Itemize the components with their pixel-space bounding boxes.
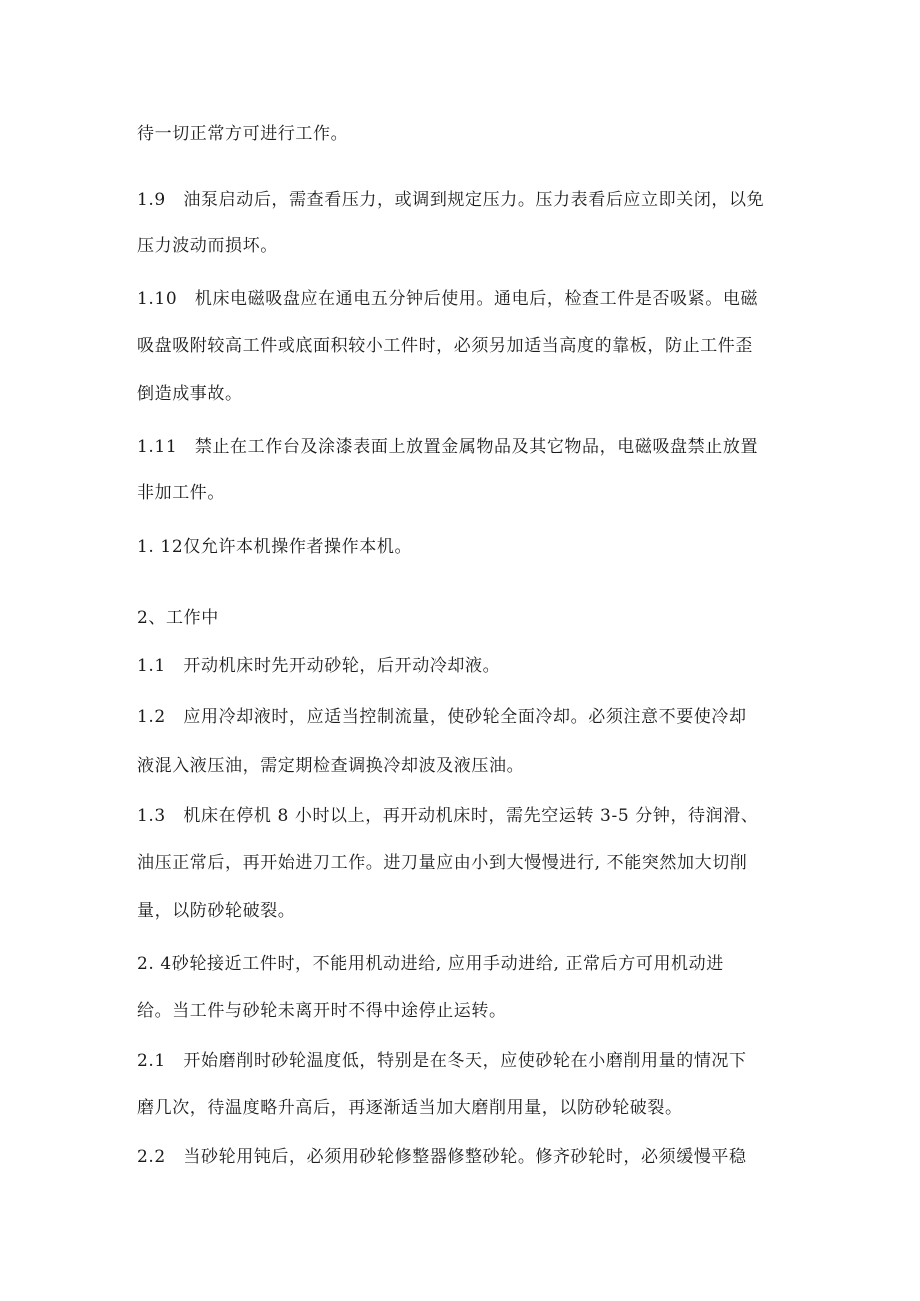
text-line: 压力波动而损坏。	[137, 236, 278, 256]
text-line: 1.11 禁止在工作台及涂漆表面上放置金属物品及其它物品，电磁吸盘禁止放置	[137, 437, 759, 457]
text-line: 给。当工件与砂轮未离开时不得中途停止运转。	[137, 1001, 507, 1021]
text-line: 吸盘吸附较高工件或底面积较小工件时，必须另加适当高度的靠板，防止工件歪	[137, 336, 753, 356]
text-line: 1.1 开动机床时先开动砂轮，后开动冷却液。	[137, 656, 501, 676]
text-line: 1.10 机床电磁吸盘应在通电五分钟后使用。通电后，检查工件是否吸紧。电磁	[137, 289, 759, 309]
text-line: 1.2 应用冷却液时，应适当控制流量，使砂轮全面冷却。必须注意不要使冷却	[137, 707, 747, 727]
text-line: 油压正常后，再开始进刀工作。进刀量应由小到大慢慢进行, 不能突然加大切削	[137, 853, 748, 873]
text-line: 2.2 当砂轮用钝后，必须用砂轮修整器修整砂轮。修齐砂轮时，必须缓慢平稳	[137, 1147, 747, 1167]
section-heading: 2、工作中	[137, 608, 219, 628]
text-line: 1.3 机床在停机 8 小时以上，再开动机床时，需先空运转 3-5 分钟，待润滑、	[137, 806, 759, 826]
text-line: 非加工件。	[137, 483, 225, 503]
text-line: 磨几次，待温度略升高后，再逐渐适当加大磨削用量，以防砂轮破裂。	[137, 1098, 683, 1118]
text-line: 量，以防砂轮破裂。	[137, 901, 296, 921]
text-line: 2.1 开始磨削时砂轮温度低，特别是在冬天，应使砂轮在小磨削用量的情况下	[137, 1051, 747, 1071]
text-line: 2. 4砂轮接近工件时，不能用机动进给, 应用手动进给, 正常后方可用机动进	[137, 954, 724, 974]
text-line: 液混入液压油，需定期检查调换冷却波及液压油。	[137, 756, 525, 776]
text-line: 1.9 油泵启动后，需查看压力，或调到规定压力。压力表看后应立即关闭，以免	[137, 190, 765, 210]
text-line: 倒造成事故。	[137, 384, 243, 404]
text-line: 1. 12仅允许本机操作者操作本机。	[137, 537, 413, 557]
text-line: 待一切正常方可进行工作。	[137, 124, 349, 144]
